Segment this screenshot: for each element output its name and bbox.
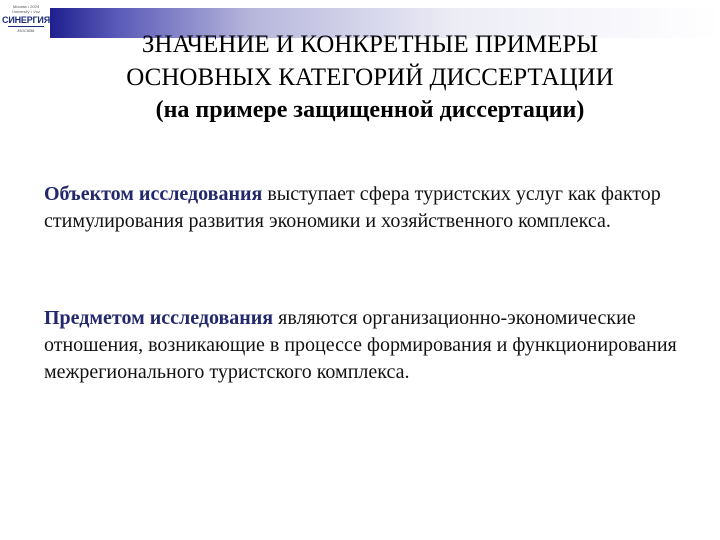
subject-of-research-paragraph (44, 305, 684, 386)
logo-wordmark: СИНЕРГИЯ (2, 15, 50, 25)
logo-sub-text: University • Vuz (11, 9, 40, 14)
logo-divider (8, 26, 44, 27)
title-line-1: ЗНАЧЕНИЕ И КОНКРЕТНЫЕ ПРИМЕРЫ (141, 31, 599, 58)
slide-title (40, 28, 700, 127)
subject-term: Предметом исследования (44, 307, 274, 329)
object-text: выступает сфера туристских услуг как фактор стимулирования развития экономики и хозяйственного комплекса. (44, 183, 661, 232)
logo-top-text: Москва • 2024 (12, 4, 40, 9)
subject-text: являются организационно-экономические отношения, возникающие в процессе формирования и функционирования межрегионального туристского комплекса. (44, 307, 677, 383)
logo-bottom-text: МОСКВА (17, 28, 35, 33)
title-line-2: ОСНОВНЫХ КАТЕГОРИЙ ДИССЕРТАЦИИ (126, 64, 614, 91)
object-of-research-paragraph (44, 181, 684, 235)
object-term: Объектом исследования (44, 183, 263, 205)
title-line-3: (на примере защищенной диссертации) (155, 97, 585, 123)
